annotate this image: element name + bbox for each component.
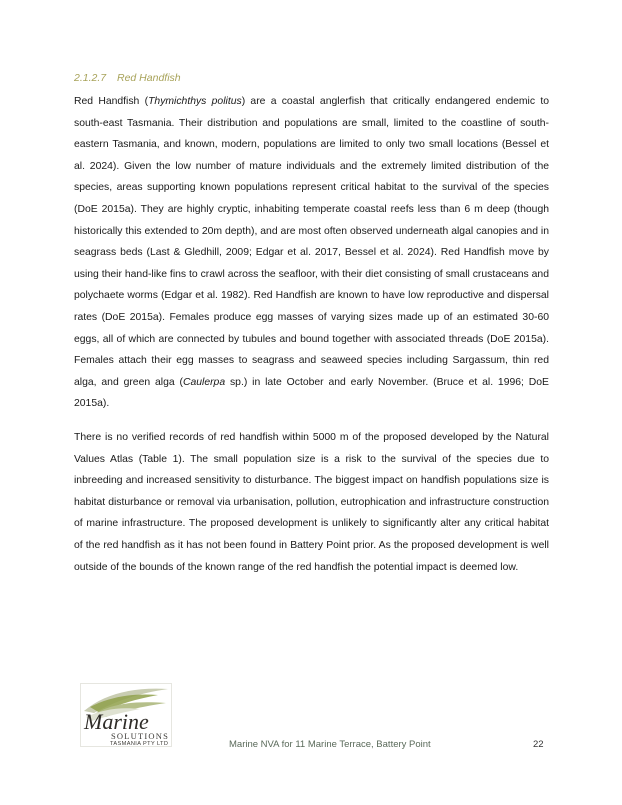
species-name: Thymichthys politus: [148, 96, 242, 107]
logo-wordmark: Marine: [84, 709, 149, 734]
section-heading: [74, 72, 181, 84]
body-paragraph-1: [74, 91, 549, 415]
section-title: Red Handfish: [117, 72, 181, 84]
logo-solutions-text: SOLUTIONS: [111, 731, 170, 741]
page-number: 22: [533, 739, 544, 750]
body-paragraph-2: There is no verified records of red handfish within 5000 m of the proposed developed by the Natural Values Atlas (Table 1). The small population size is a risk to the survival of the species due to inbreeding and increased sensitivity to disturbance. The biggest impact on handfish populations size is habitat disturbance or removal via urbanisation, pollution, eutrophication and infrastructure construction of marine infrastructure. The proposed development is unlikely to significantly alter any critical habitat of the red handfish as it has not been found in Battery Point prior. As the proposed development is well outside of the bounds of the known range of the red handfish the potential impact is deemed low.: [74, 432, 549, 573]
paragraph-text: ) are a coastal anglerfish that critically endangered endemic to south-east Tasmania. Their distribution and populations are small, limited to the coastline of south-eastern Tasmania, and known, modern, populations are limited to only two small locations (Bessel et al. 2024). Given the low number of mature individuals and the extremely limited distribution of the species, areas supporting known populations represent critical habitat to the survival of the species (DoE 2015a). They are highly cryptic, inhabiting temperate coastal reefs less than 6 m deep (though historically this extended to 20m depth), and are most often observed underneath algal canopies and in seagrass beds (Last & Gledhill, 2009; Edgar et al. 2017, Bessel et al. 2024). Red Handfish move by using their hand-like fins to crawl across the seafloor, with their diet consisting of small crustaceans and polychaete worms (Edgar et al. 1982). Red Handfish are known to have low reproductive and dispersal rates (DoE 2015a). Females produce egg masses of varying sizes made up of an estimated 30-60 eggs, all of which are connected by tubules and bound together with associated threads (DoE 2015a). Females attach their egg masses to seagrass and seaweed species including Sargassum, thin red alga, and green alga (: [74, 96, 549, 388]
paragraph-text: sp.) in late October and early November. (Bruce et al. 1996; DoE 2015a).: [74, 376, 549, 410]
paragraph-text: Red Handfish (: [74, 96, 149, 107]
footer-document-title: Marine NVA for 11 Marine Terrace, Battery Point: [229, 739, 431, 750]
section-number: 2.1.2.7: [74, 72, 107, 84]
genus-name: Caulerpa: [182, 376, 226, 388]
logo-company-text: TASMANIA PTY LTD: [110, 741, 169, 747]
